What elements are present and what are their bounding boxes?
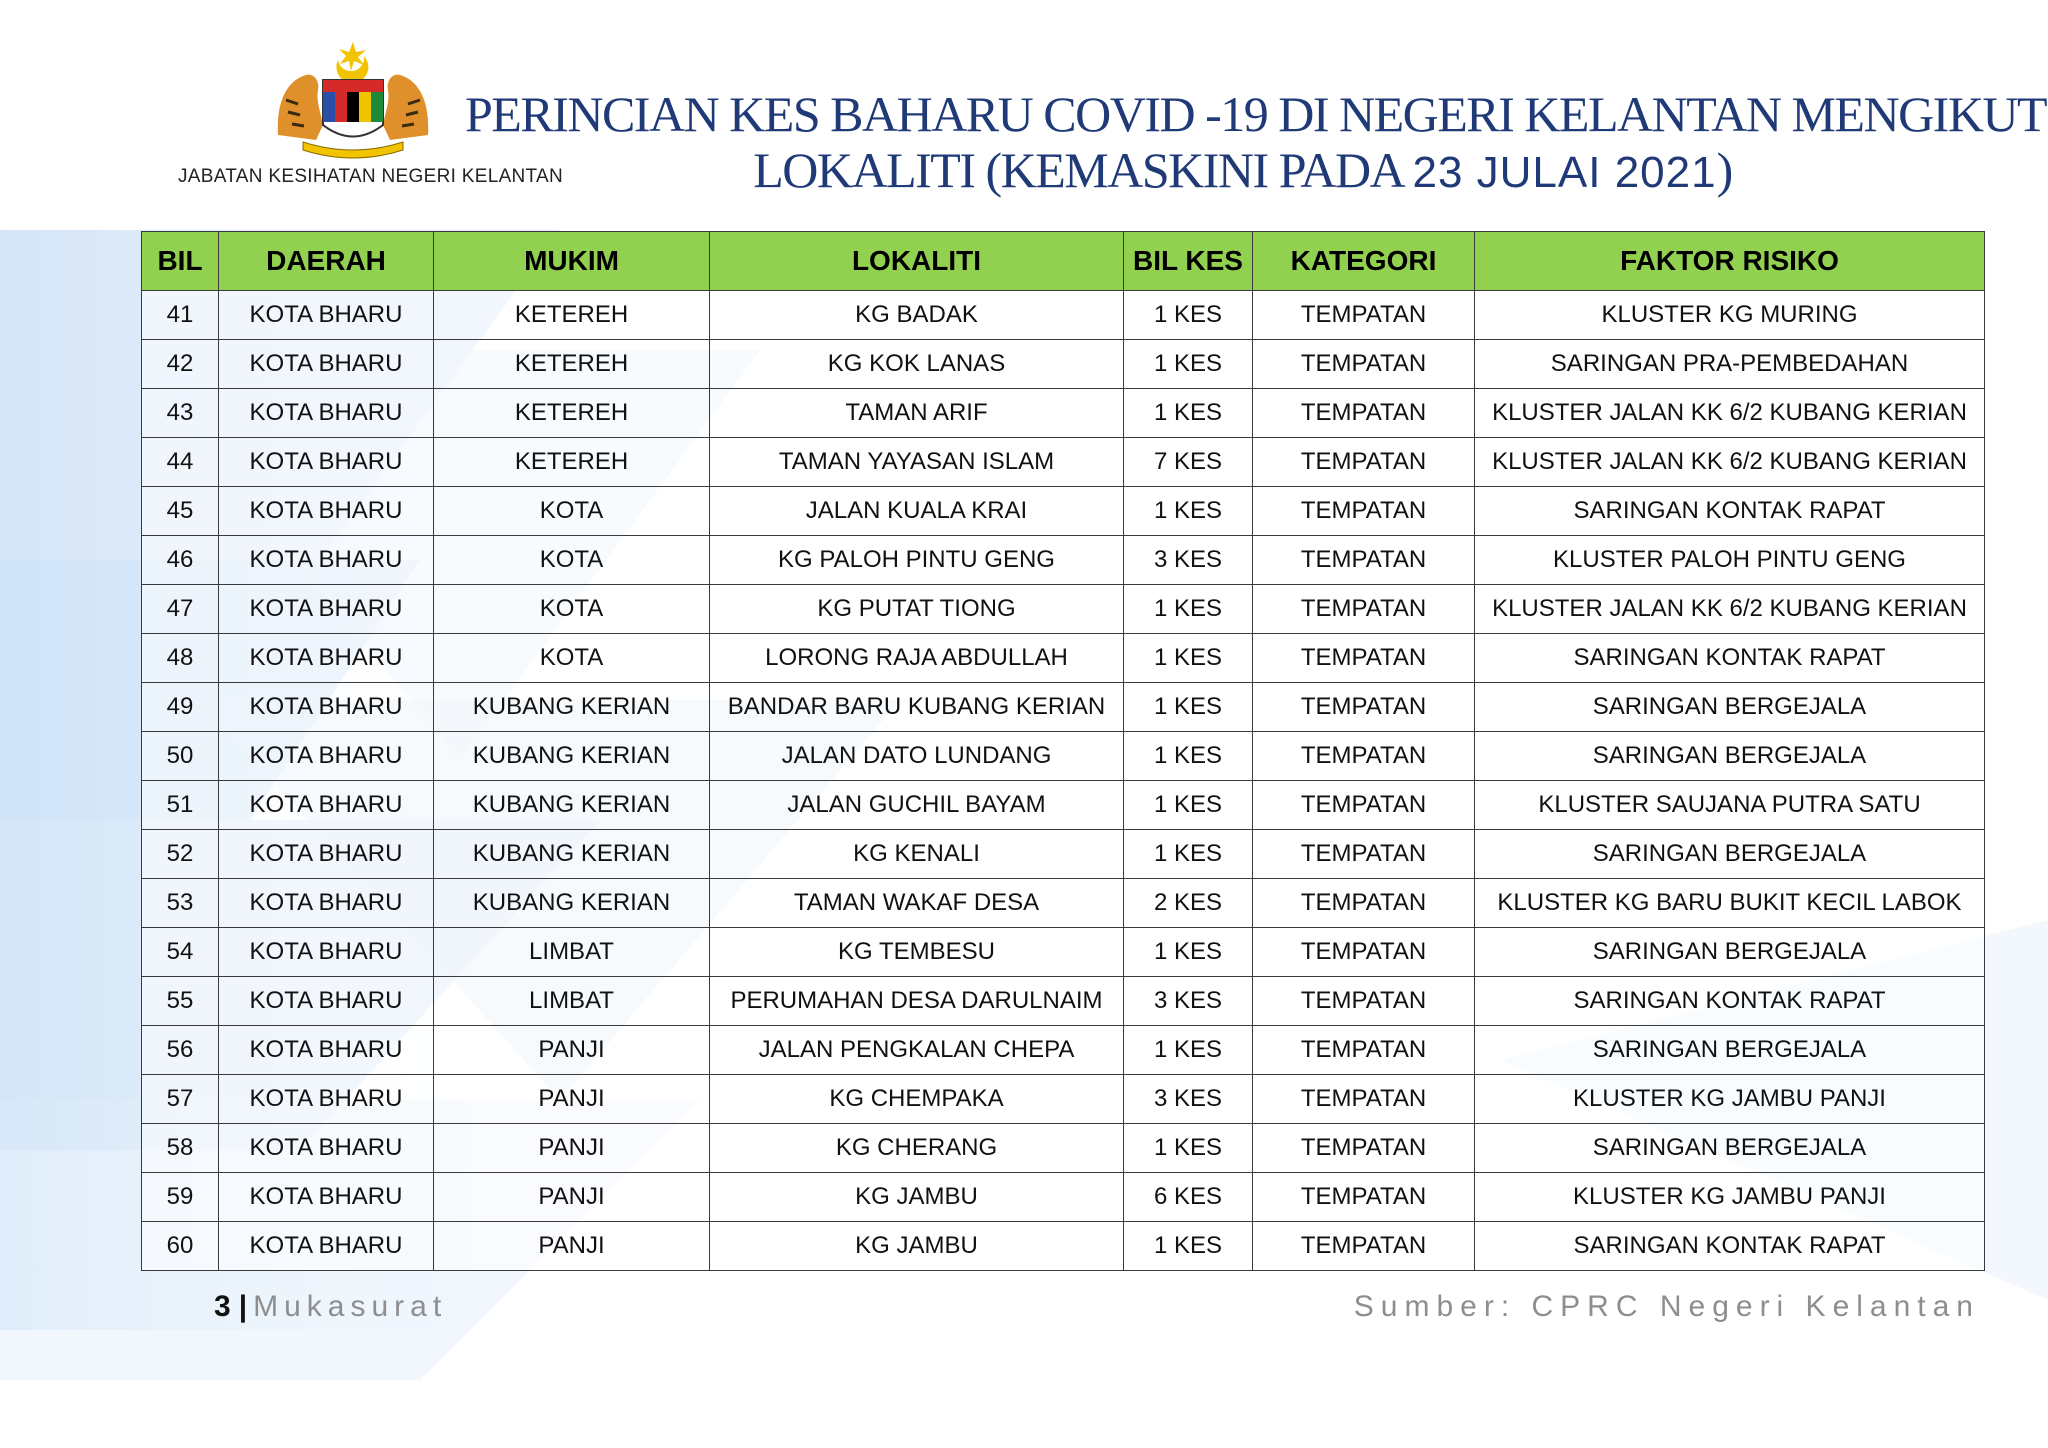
cell-lokaliti: PERUMAHAN DESA DARULNAIM <box>710 977 1124 1026</box>
table-row <box>142 1124 1985 1173</box>
cell-faktor-risiko: SARINGAN KONTAK RAPAT <box>1475 1222 1985 1271</box>
table-row <box>142 1026 1985 1075</box>
cell-bil: 54 <box>142 928 219 977</box>
table-row <box>142 977 1985 1026</box>
page-number: 3 <box>214 1290 231 1323</box>
cell-kategori: TEMPATAN <box>1253 1173 1475 1222</box>
title-line-2-suffix: ) <box>1716 142 1732 198</box>
table-row <box>142 291 1985 340</box>
cell-faktor-risiko: SARINGAN BERGEJALA <box>1475 928 1985 977</box>
cell-bil: 50 <box>142 732 219 781</box>
cell-mukim: PANJI <box>434 1173 710 1222</box>
cell-lokaliti: KG KENALI <box>710 830 1124 879</box>
table-row <box>142 1173 1985 1222</box>
cell-faktor-risiko: KLUSTER JALAN KK 6/2 KUBANG KERIAN <box>1475 438 1985 487</box>
cell-mukim: KETEREH <box>434 291 710 340</box>
cell-faktor-risiko: SARINGAN KONTAK RAPAT <box>1475 634 1985 683</box>
cell-kategori: TEMPATAN <box>1253 585 1475 634</box>
cell-bil: 49 <box>142 683 219 732</box>
cell-kategori: TEMPATAN <box>1253 1026 1475 1075</box>
page-separator: | <box>238 1290 248 1323</box>
cell-faktor-risiko: SARINGAN PRA-PEMBEDAHAN <box>1475 340 1985 389</box>
cell-faktor-risiko: KLUSTER SAUJANA PUTRA SATU <box>1475 781 1985 830</box>
cell-kategori: TEMPATAN <box>1253 879 1475 928</box>
cell-faktor-risiko: SARINGAN BERGEJALA <box>1475 1124 1985 1173</box>
title-line-2-prefix: LOKALITI (KEMASKINI PADA <box>753 142 1413 198</box>
table-row <box>142 683 1985 732</box>
cell-bil-kes: 2 KES <box>1124 879 1253 928</box>
cell-lokaliti: KG BADAK <box>710 291 1124 340</box>
page-label: Mukasurat <box>253 1290 448 1323</box>
cell-bil-kes: 1 KES <box>1124 487 1253 536</box>
cell-kategori: TEMPATAN <box>1253 1124 1475 1173</box>
column-header: FAKTOR RISIKO <box>1475 232 1985 291</box>
cell-bil-kes: 1 KES <box>1124 1026 1253 1075</box>
table-body <box>142 291 1985 1271</box>
cell-faktor-risiko: KLUSTER PALOH PINTU GENG <box>1475 536 1985 585</box>
cell-mukim: KOTA <box>434 585 710 634</box>
cell-mukim: KUBANG KERIAN <box>434 732 710 781</box>
table-row <box>142 389 1985 438</box>
cell-mukim: KETEREH <box>434 438 710 487</box>
cell-lokaliti: JALAN DATO LUNDANG <box>710 732 1124 781</box>
cell-bil: 46 <box>142 536 219 585</box>
cell-bil: 56 <box>142 1026 219 1075</box>
cell-faktor-risiko: KLUSTER KG MURING <box>1475 291 1985 340</box>
cell-daerah: KOTA BHARU <box>219 683 434 732</box>
cell-faktor-risiko: SARINGAN BERGEJALA <box>1475 830 1985 879</box>
table-row <box>142 732 1985 781</box>
cell-daerah: KOTA BHARU <box>219 585 434 634</box>
cell-daerah: KOTA BHARU <box>219 1173 434 1222</box>
cell-bil-kes: 1 KES <box>1124 340 1253 389</box>
table-row <box>142 1222 1985 1271</box>
title-date: 23 JULAI 2021 <box>1412 148 1717 197</box>
cell-bil: 47 <box>142 585 219 634</box>
cell-lokaliti: KG JAMBU <box>710 1173 1124 1222</box>
cell-kategori: TEMPATAN <box>1253 1075 1475 1124</box>
cell-daerah: KOTA BHARU <box>219 1124 434 1173</box>
page-indicator <box>214 1290 447 1324</box>
cell-lokaliti: JALAN KUALA KRAI <box>710 487 1124 536</box>
cell-bil-kes: 3 KES <box>1124 536 1253 585</box>
cell-kategori: TEMPATAN <box>1253 291 1475 340</box>
cell-daerah: KOTA BHARU <box>219 732 434 781</box>
cell-faktor-risiko: KLUSTER KG JAMBU PANJI <box>1475 1173 1985 1222</box>
cell-daerah: KOTA BHARU <box>219 781 434 830</box>
cell-bil: 41 <box>142 291 219 340</box>
cell-mukim: KUBANG KERIAN <box>434 683 710 732</box>
cell-bil-kes: 1 KES <box>1124 634 1253 683</box>
cell-mukim: KUBANG KERIAN <box>434 781 710 830</box>
table-row <box>142 634 1985 683</box>
table-row <box>142 585 1985 634</box>
cell-kategori: TEMPATAN <box>1253 634 1475 683</box>
cases-table <box>141 231 1985 1271</box>
cell-bil-kes: 1 KES <box>1124 928 1253 977</box>
column-header: KATEGORI <box>1253 232 1475 291</box>
cell-faktor-risiko: KLUSTER JALAN KK 6/2 KUBANG KERIAN <box>1475 585 1985 634</box>
table-row <box>142 438 1985 487</box>
table-row <box>142 340 1985 389</box>
cell-daerah: KOTA BHARU <box>219 1026 434 1075</box>
cell-lokaliti: KG PALOH PINTU GENG <box>710 536 1124 585</box>
cell-bil: 53 <box>142 879 219 928</box>
source-note: Sumber: CPRC Negeri Kelantan <box>1353 1290 1980 1323</box>
cell-faktor-risiko: SARINGAN KONTAK RAPAT <box>1475 487 1985 536</box>
cell-kategori: TEMPATAN <box>1253 487 1475 536</box>
cell-mukim: PANJI <box>434 1026 710 1075</box>
cell-lokaliti: KG PUTAT TIONG <box>710 585 1124 634</box>
table-row <box>142 830 1985 879</box>
page-title <box>465 86 2047 201</box>
cell-daerah: KOTA BHARU <box>219 634 434 683</box>
cell-faktor-risiko: KLUSTER KG BARU BUKIT KECIL LABOK <box>1475 879 1985 928</box>
cell-bil: 59 <box>142 1173 219 1222</box>
cell-daerah: KOTA BHARU <box>219 830 434 879</box>
cell-kategori: TEMPATAN <box>1253 977 1475 1026</box>
malaysia-coat-of-arms-icon <box>268 40 438 160</box>
cell-kategori: TEMPATAN <box>1253 536 1475 585</box>
cell-daerah: KOTA BHARU <box>219 438 434 487</box>
cell-lokaliti: JALAN PENGKALAN CHEPA <box>710 1026 1124 1075</box>
department-name: JABATAN KESIHATAN NEGERI KELANTAN <box>178 166 564 187</box>
cell-bil-kes: 7 KES <box>1124 438 1253 487</box>
cell-daerah: KOTA BHARU <box>219 879 434 928</box>
cell-faktor-risiko: KLUSTER KG JAMBU PANJI <box>1475 1075 1985 1124</box>
cell-faktor-risiko: SARINGAN KONTAK RAPAT <box>1475 977 1985 1026</box>
cell-bil: 45 <box>142 487 219 536</box>
cell-faktor-risiko: KLUSTER JALAN KK 6/2 KUBANG KERIAN <box>1475 389 1985 438</box>
cell-bil: 48 <box>142 634 219 683</box>
cell-bil: 44 <box>142 438 219 487</box>
cell-kategori: TEMPATAN <box>1253 830 1475 879</box>
cell-kategori: TEMPATAN <box>1253 1222 1475 1271</box>
cell-kategori: TEMPATAN <box>1253 683 1475 732</box>
cell-bil: 51 <box>142 781 219 830</box>
cell-daerah: KOTA BHARU <box>219 977 434 1026</box>
cell-faktor-risiko: SARINGAN BERGEJALA <box>1475 683 1985 732</box>
table-header-row <box>142 232 1985 291</box>
cell-bil-kes: 3 KES <box>1124 977 1253 1026</box>
cell-bil-kes: 1 KES <box>1124 1222 1253 1271</box>
table-row <box>142 781 1985 830</box>
title-line-2 <box>465 142 2020 201</box>
cell-daerah: KOTA BHARU <box>219 487 434 536</box>
cell-lokaliti: KG KOK LANAS <box>710 340 1124 389</box>
cell-mukim: PANJI <box>434 1075 710 1124</box>
cell-bil: 60 <box>142 1222 219 1271</box>
cell-mukim: KETEREH <box>434 340 710 389</box>
title-line-1: PERINCIAN KES BAHARU COVID -19 DI NEGERI KELANTAN MENGIKUT <box>465 86 2047 142</box>
cell-bil: 58 <box>142 1124 219 1173</box>
cell-kategori: TEMPATAN <box>1253 781 1475 830</box>
cell-daerah: KOTA BHARU <box>219 291 434 340</box>
cell-mukim: LIMBAT <box>434 928 710 977</box>
cell-bil-kes: 6 KES <box>1124 1173 1253 1222</box>
cell-daerah: KOTA BHARU <box>219 389 434 438</box>
cell-mukim: KOTA <box>434 487 710 536</box>
cell-faktor-risiko: SARINGAN BERGEJALA <box>1475 732 1985 781</box>
cell-daerah: KOTA BHARU <box>219 1222 434 1271</box>
column-header: LOKALITI <box>710 232 1124 291</box>
cell-lokaliti: JALAN GUCHIL BAYAM <box>710 781 1124 830</box>
cell-faktor-risiko: SARINGAN BERGEJALA <box>1475 1026 1985 1075</box>
cell-bil-kes: 1 KES <box>1124 732 1253 781</box>
cell-kategori: TEMPATAN <box>1253 340 1475 389</box>
table-row <box>142 536 1985 585</box>
cell-bil-kes: 1 KES <box>1124 291 1253 340</box>
cell-lokaliti: TAMAN YAYASAN ISLAM <box>710 438 1124 487</box>
cell-lokaliti: KG CHERANG <box>710 1124 1124 1173</box>
table-row <box>142 1075 1985 1124</box>
cell-bil-kes: 1 KES <box>1124 781 1253 830</box>
cell-lokaliti: KG CHEMPAKA <box>710 1075 1124 1124</box>
report-header <box>0 0 2048 225</box>
cell-lokaliti: BANDAR BARU KUBANG KERIAN <box>710 683 1124 732</box>
cell-kategori: TEMPATAN <box>1253 389 1475 438</box>
cell-lokaliti: KG JAMBU <box>710 1222 1124 1271</box>
cell-lokaliti: LORONG RAJA ABDULLAH <box>710 634 1124 683</box>
cell-mukim: KOTA <box>434 536 710 585</box>
cell-kategori: TEMPATAN <box>1253 438 1475 487</box>
cell-bil: 52 <box>142 830 219 879</box>
cell-bil: 55 <box>142 977 219 1026</box>
cell-lokaliti: KG TEMBESU <box>710 928 1124 977</box>
cell-lokaliti: TAMAN ARIF <box>710 389 1124 438</box>
cell-mukim: PANJI <box>434 1222 710 1271</box>
cell-mukim: KUBANG KERIAN <box>434 830 710 879</box>
cell-bil: 42 <box>142 340 219 389</box>
cell-bil: 43 <box>142 389 219 438</box>
cell-bil: 57 <box>142 1075 219 1124</box>
cell-daerah: KOTA BHARU <box>219 340 434 389</box>
table-row <box>142 879 1985 928</box>
column-header: DAERAH <box>219 232 434 291</box>
cell-mukim: LIMBAT <box>434 977 710 1026</box>
cell-kategori: TEMPATAN <box>1253 732 1475 781</box>
cell-bil-kes: 1 KES <box>1124 1124 1253 1173</box>
cell-bil-kes: 1 KES <box>1124 830 1253 879</box>
table-row <box>142 928 1985 977</box>
column-header: BIL KES <box>1124 232 1253 291</box>
cell-mukim: KETEREH <box>434 389 710 438</box>
cell-bil-kes: 3 KES <box>1124 1075 1253 1124</box>
cell-bil-kes: 1 KES <box>1124 683 1253 732</box>
cell-lokaliti: TAMAN WAKAF DESA <box>710 879 1124 928</box>
cell-kategori: TEMPATAN <box>1253 928 1475 977</box>
cell-daerah: KOTA BHARU <box>219 928 434 977</box>
cell-daerah: KOTA BHARU <box>219 1075 434 1124</box>
column-header: BIL <box>142 232 219 291</box>
column-header: MUKIM <box>434 232 710 291</box>
cell-mukim: KUBANG KERIAN <box>434 879 710 928</box>
cell-mukim: PANJI <box>434 1124 710 1173</box>
cell-mukim: KOTA <box>434 634 710 683</box>
cell-bil-kes: 1 KES <box>1124 585 1253 634</box>
cell-daerah: KOTA BHARU <box>219 536 434 585</box>
cell-bil-kes: 1 KES <box>1124 389 1253 438</box>
table-row <box>142 487 1985 536</box>
